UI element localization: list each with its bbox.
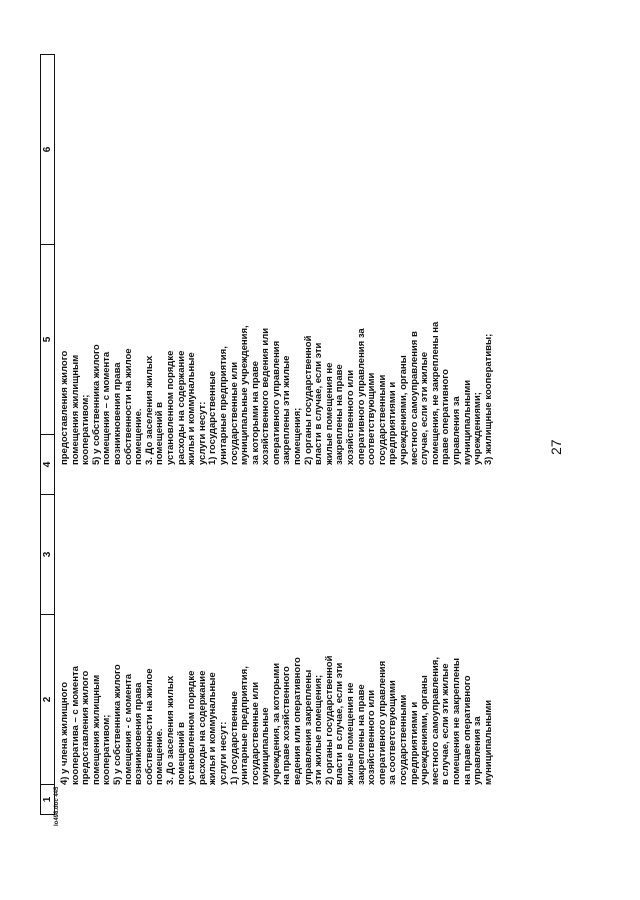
column-2-line: власти в случае, если эти	[334, 662, 346, 785]
column-5-line: 5) у собственника жилого	[90, 344, 102, 465]
column-5-line: собственности на жилое	[122, 348, 134, 465]
column-2-line: 3. До заселения жилых	[164, 675, 176, 785]
column-2-line: кооператива – с момента	[69, 666, 81, 785]
column-2-line: предоставления жилого	[80, 670, 92, 785]
column-5-line: оперативного управления	[270, 340, 282, 465]
column-5-line: предоставления жилого	[59, 350, 70, 465]
column-5-line: управления за	[450, 396, 462, 465]
column-5-line: помещения, не закреплены на	[429, 321, 441, 465]
column-2-line: 5) у собственника жилого	[111, 664, 123, 785]
column-5-line: 3. До заселения жилых	[143, 355, 155, 465]
column-2-line: учреждения, за которыми	[270, 662, 282, 785]
column-header-4: 4	[41, 435, 55, 495]
column-header-5: 5	[41, 245, 55, 435]
column-5-line: муниципальными	[461, 379, 473, 465]
column-5-line: случае, если эти жилые	[419, 351, 431, 465]
column-5-line: помещения жилищным	[69, 354, 81, 465]
column-2-line: помещения жилищным	[90, 674, 102, 785]
column-5-line: 1) государственные	[207, 371, 219, 465]
column-5-line: соответствующими	[366, 372, 378, 465]
column-5-line: хозяйственного или	[345, 369, 357, 465]
column-5-line: местного самоуправления в	[408, 331, 420, 465]
column-2-line: собственности на жилое	[143, 668, 155, 785]
column-2-line: жилые помещения не	[345, 682, 357, 785]
column-2-line: 2) органы государственной	[323, 655, 335, 785]
column-2-line: помещения не закреплены	[450, 658, 462, 785]
column-2-line: помещений в	[175, 722, 187, 785]
column-2-line: установленном порядке	[186, 670, 198, 785]
column-2-line: управления за	[472, 716, 484, 785]
column-5-line: помещения – с момента	[101, 351, 113, 465]
column-5-line: помещение.	[133, 408, 145, 465]
column-2-line: помещения - с момента	[122, 673, 134, 785]
column-5-line: закреплены эти жилые	[281, 355, 293, 465]
column-5-line: оперативного управления за	[355, 328, 367, 465]
column-2-line: хозяйственного или	[366, 689, 378, 785]
column-5-line: расходы на содержание	[175, 350, 187, 465]
column-2-line: ведения или оперативного	[292, 657, 304, 785]
column-5-line: за которыми на праве	[249, 361, 261, 465]
column-2-line: за соответствующими	[387, 680, 399, 785]
page-number: 27	[548, 439, 564, 455]
column-2-line: эти жилые помещения;	[313, 674, 325, 785]
column-2-line: предприятиями и	[408, 701, 420, 785]
column-2-line: управления закреплены	[302, 669, 314, 785]
column-5-line: власти в случае, если эти	[313, 342, 325, 465]
column-2-line: муниципальными	[482, 699, 494, 785]
column-header-2: 2	[41, 615, 55, 785]
column-2-text	[60, 615, 494, 785]
column-5-line: установленном порядке	[164, 350, 176, 465]
column-header-row	[40, 54, 55, 815]
column-5-line: жилые помещения не	[323, 362, 335, 465]
file-stamp: lo498.doc 445	[54, 786, 60, 826]
column-5-line: учреждениями, органы	[398, 355, 409, 465]
column-5-line: помещений в	[154, 402, 166, 465]
column-2-line: на праве оперативного	[461, 675, 473, 785]
column-header-1: 1	[41, 785, 55, 815]
column-2-line: 1) государственные	[228, 691, 240, 785]
column-5-line: учреждениями;	[472, 392, 484, 465]
column-2-line: унитарные предприятия,	[239, 666, 251, 785]
column-2-line: 4) у члена жилищного	[59, 681, 70, 785]
column-header-3: 3	[41, 495, 55, 615]
column-2-line: на праве хозяйственного	[281, 666, 293, 785]
column-5-line: предприятиями и	[387, 381, 399, 465]
column-2-line: оперативного управления	[376, 660, 388, 785]
column-5-line: муниципальные учреждения,	[239, 325, 251, 465]
column-5-text	[60, 295, 494, 465]
column-2-line: жилья и коммунальные	[207, 672, 219, 785]
column-5-line: помещения;	[292, 407, 304, 465]
column-5-line: 2) органы государственной	[302, 335, 314, 465]
column-5-line: праве оперативного	[440, 369, 452, 465]
column-5-line: государственные или	[228, 361, 240, 465]
column-2-line: государственными	[398, 694, 409, 785]
column-2-line: помещение.	[154, 728, 166, 785]
column-5-line: возникновения права	[111, 362, 123, 465]
column-2-line: кооперативом;	[101, 714, 113, 785]
column-5-line: кооперативом;	[80, 394, 92, 465]
column-2-line: расходы на содержание	[196, 670, 208, 785]
column-2-line: закреплены на праве	[355, 684, 367, 785]
column-5-line: унитарные предприятия,	[217, 346, 229, 465]
column-2-line: местного самоуправления,	[429, 657, 441, 785]
column-2-line: государственные или	[249, 681, 261, 785]
column-5-line: хозяйственного ведения или	[260, 327, 272, 465]
column-2-line: в случае, если эти жилые	[440, 663, 452, 785]
column-2-line: возникновения права	[133, 682, 145, 785]
column-5-line: жилья и коммунальные	[186, 352, 198, 465]
column-header-6: 6	[41, 55, 55, 245]
column-2-line: услуги несут:	[217, 721, 229, 785]
column-2-line: учреждениями, органы	[419, 675, 431, 785]
column-2-line: муниципальные	[260, 707, 272, 785]
column-5-line: государственными	[376, 374, 388, 465]
rotated-page	[40, 50, 600, 830]
column-5-line: закреплены на праве	[334, 364, 346, 465]
column-5-line: 3) жилищные кооперативы;	[482, 333, 494, 465]
column-5-line: услуги несут:	[196, 401, 208, 465]
